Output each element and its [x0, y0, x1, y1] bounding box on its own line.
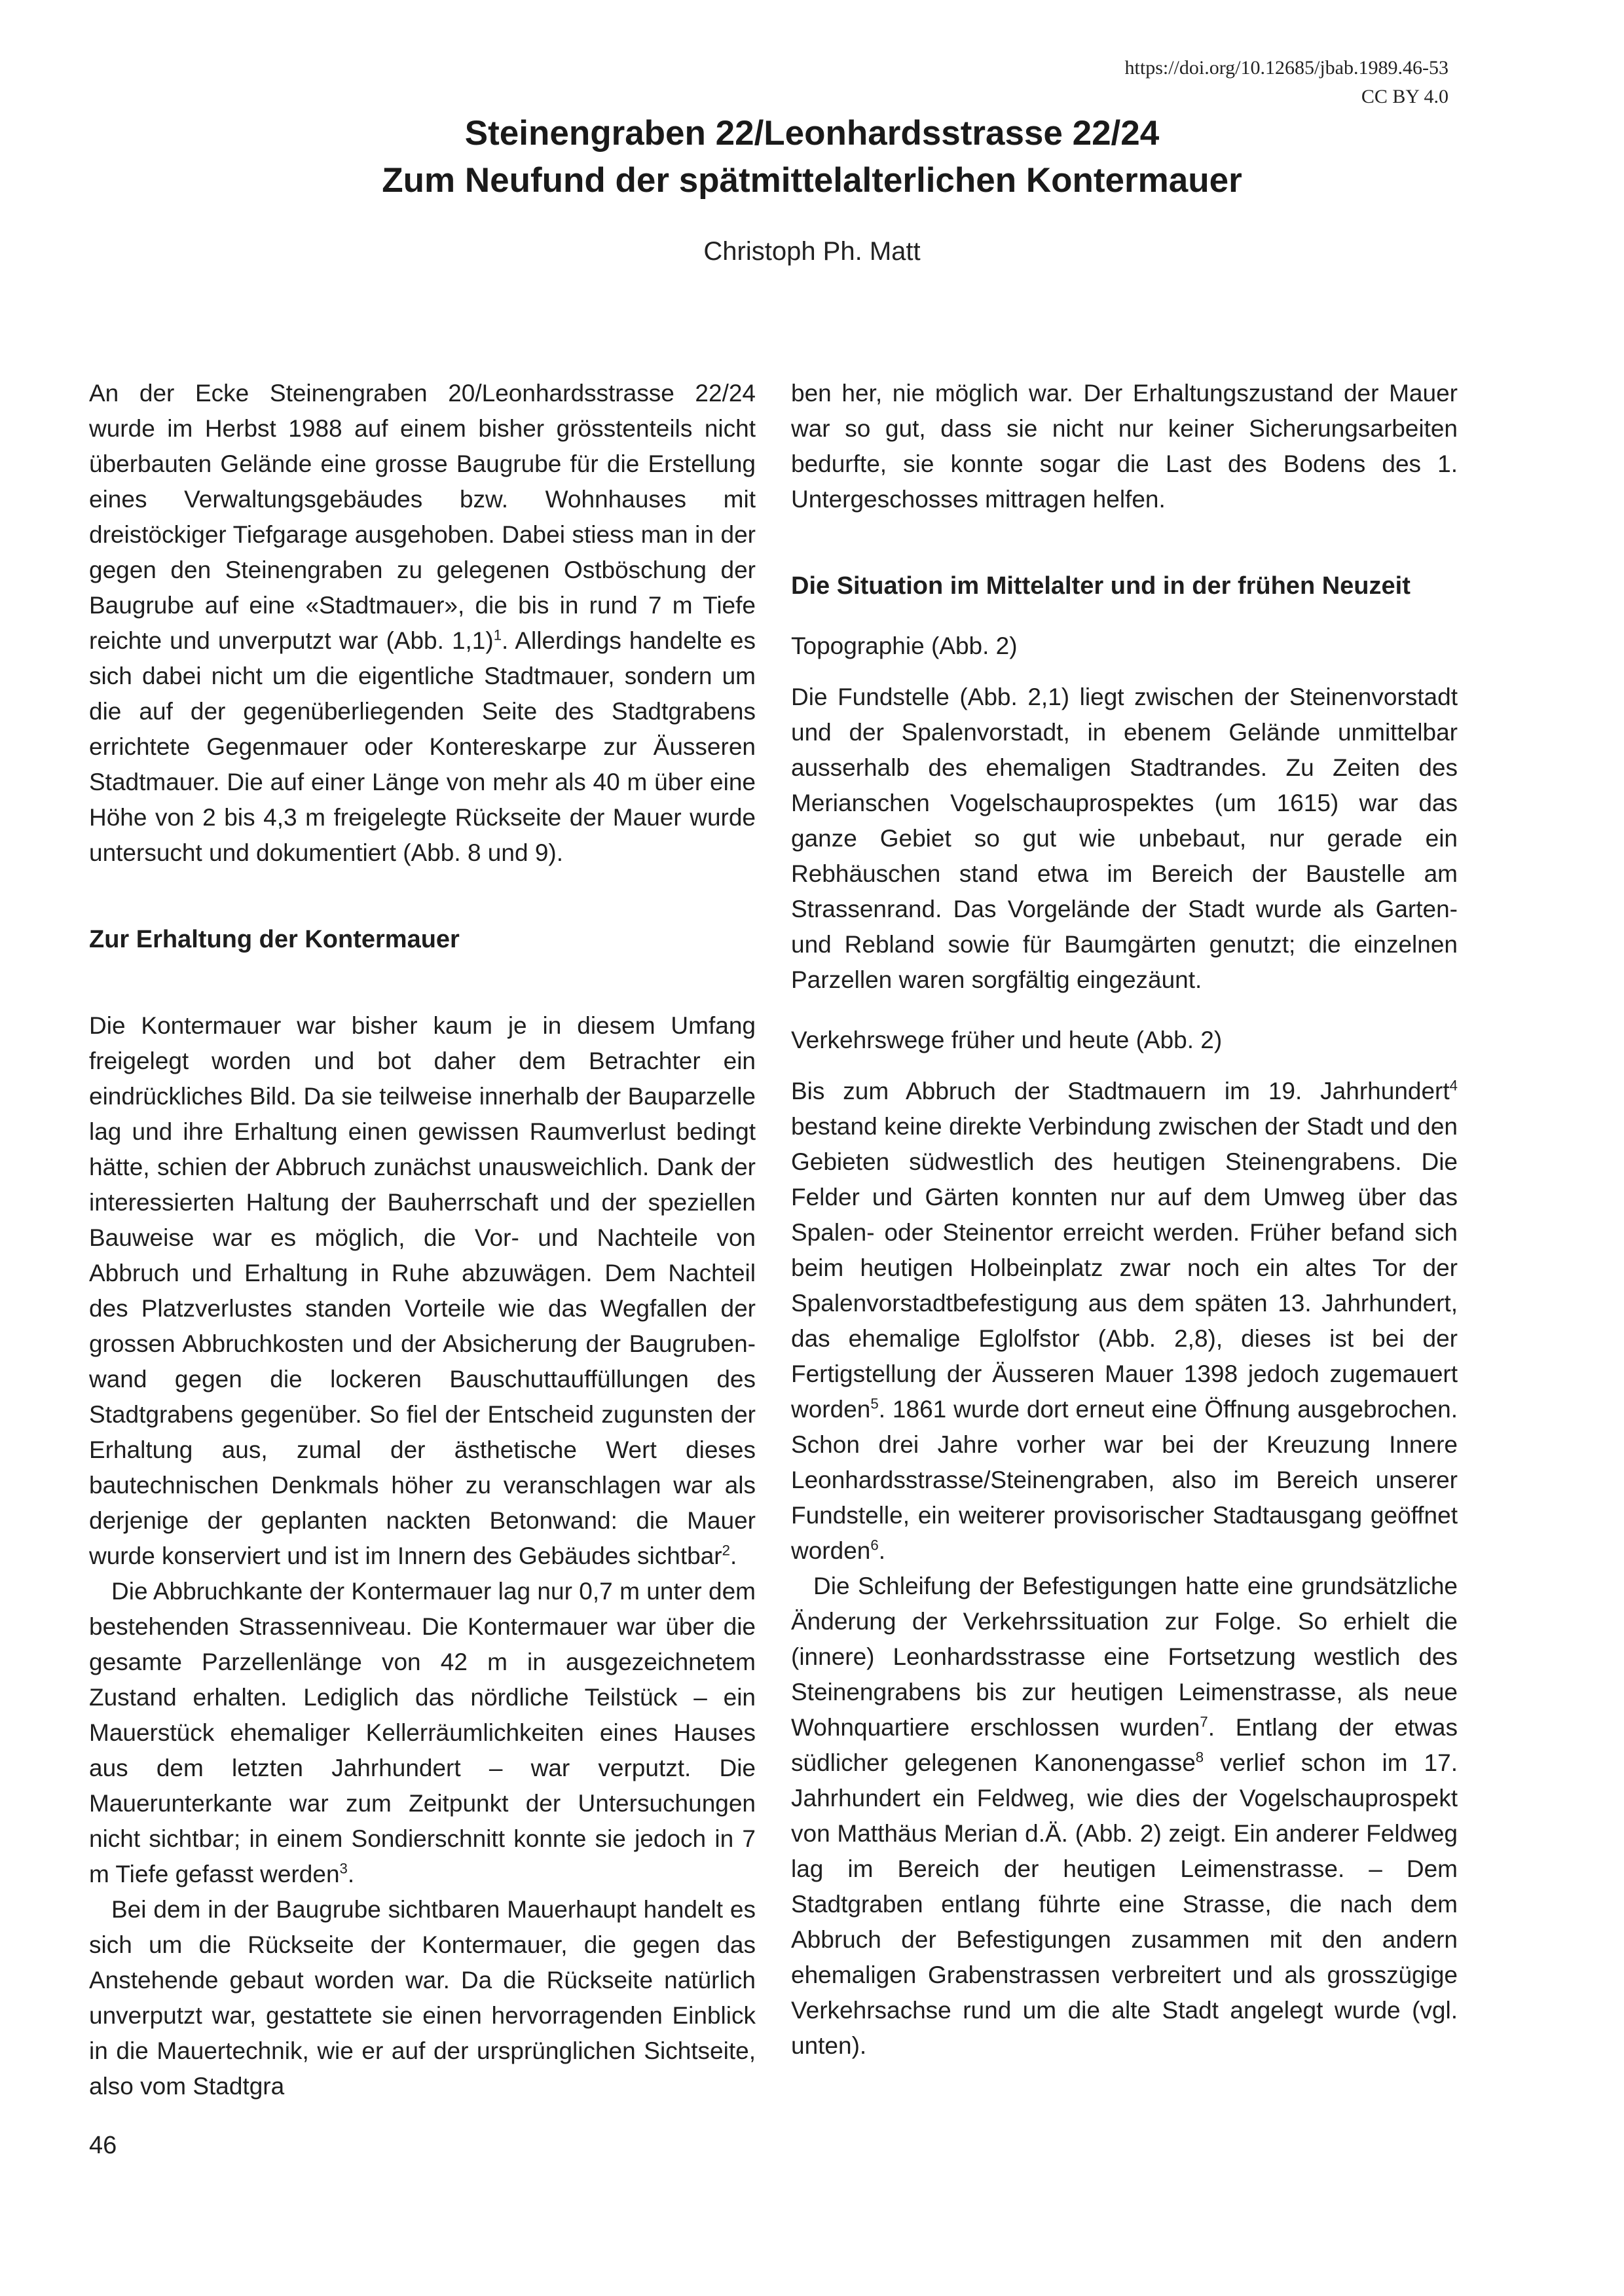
- page-number: 46: [89, 2132, 117, 2159]
- title-line-1: Steinengraben 22/Leonhardsstrasse 22/24: [464, 114, 1160, 153]
- subheading-topographie: Topographie (Abb. 2): [791, 632, 1018, 659]
- paragraph-verkehrswege-2: Die Schleifung der Befestigungen hatte eine grundsätzliche Änderung der Verkehrssituation zur Folge. So erhielt die (innere) Leonhardsstrasse eine Fortsetzung westlich des Steinengrabens bis zur heutigen Leimenstrasse, als neue Wohnquartiere erschlossen wurden$^7$. Entlang der etwas südlicher gelegenen Kanonengasse$^8$ verlief schon im 17. Jahrhundert ein Feldweg, wie dies der Vogelschauprospekt von Matthäus Merian d.Ä. (Abb. 2) zeigt. Ein anderer Feldweg lag im Bereich der heutigen Leimenstrasse. – Dem Stadtgraben entlang führte eine Strasse, die nach dem Abbruch der Befestigungen zusammen mit den andern ehemaligen Grabenstrassen verbreitert und als grosszügige Verkehrsachse rund um die alte Stadt angelegt wurde (vgl. unten).: [791, 1573, 1458, 2059]
- paragraph-erhaltung-2: Die Abbruchkante der Kontermauer lag nur 0,7 m unter dem bestehenden Strassenniveau. Die Kontermauer war über die gesamte Parzellenlänge von 42 m in ausgezeichnetem Zustand erhalten. Lediglich das nördliche Teilstück – ein Mauerstück ehemaliger Kellerräumlichkeiten eines Hauses aus dem letzten Jahrhundert – war verputzt. Die Mauerunterkante war zum Zeitpunkt der Untersuchungen nicht sichtbar; in einem Sondierschnitt konnte sie jedoch in 7 m Tiefe gefasst werden$^3$.: [89, 1578, 756, 1887]
- intro-paragraph: An der Ecke Steinengraben 20/Leonhardsstrasse 22/24 wurde im Herbst 1988 auf einem bisher grösstenteils nicht überbauten Gelände eine grosse Baugrube für die Erstellung eines Verwaltungsgebäudes bzw. Wohnhauses mit dreistöckiger Tiefgarage ausgehoben. Dabei stiess man in der gegen den Steinengraben zu gelegenen Ostböschung der Baugrube auf eine «Stadtmauer», die bis in rund 7 m Tiefe reichte und unverputzt war (Abb. 1,1)$^1$. Allerdings handelte es sich dabei nicht um die eigentliche Stadtmauer, sondern um die auf der gegenüberliegenden Seite des Stadtgrabens errichtete Gegenmauer oder Kontereskarpe zur Äusseren Stadtmauer. Die auf einer Länge von mehr als 40 m über eine Höhe von 2 bis 4,3 m freigelegte Rückseite der Mauer wurde untersucht und dokumentiert (Abb. 8 und 9).: [89, 380, 756, 866]
- left-column: [89, 376, 756, 2104]
- license-label: CC BY 4.0: [1361, 86, 1449, 107]
- footnote-ref-5[interactable]: 5: [870, 1395, 879, 1412]
- footnote-ref-8[interactable]: 8: [1195, 1749, 1204, 1766]
- subheading-verkehrswege: Verkehrswege früher und heute (Abb. 2): [791, 1027, 1223, 1053]
- footnote-ref-6[interactable]: 6: [870, 1537, 879, 1554]
- paragraph-erhaltung-1: Die Kontermauer war bisher kaum je in diesem Umfang freigelegt worden und bot daher dem Betrachter ein eindrückliches Bild. Da sie teilweise innerhalb der Bauparzelle lag und ihre Erhaltung einen gewissen Raumverlust bedingt hätte, schien der Abbruch zunächst unausweichlich. Dank der interessierten Haltung der Bauherrschaft und der speziellen Bauweise war es möglich, die Vor- und Nachteile von Abbruch und Erhaltung in Ruhe abzuwägen. Dem Nachteil des Platzverlustes standen Vorteile wie das Wegfallen der grossen Abbruchkosten und der Absicherung der Baugrubenwand gegen die lockeren Bauschuttauffüllungen des Stadtgrabens gegenüber. So fiel der Entscheid zugunsten der Erhaltung aus, zumal der ästhetische Wert dieses bautechnischen Denkmals höher zu veranschlagen war als derjenige der geplanten nackten Betonwand: die Mauer wurde konserviert und ist im Innern des Gebäudes sichtbar$^2$.: [89, 1012, 756, 1569]
- paragraph-topographie: Die Fundstelle (Abb. 2,1) liegt zwischen der Steinenvorstadt und der Spalenvorstadt, in ebenem Gelände unmittelbar ausserhalb des ehemaligen Stadtrandes. Zu Zeiten des Merianschen Vogelschauprospektes (um 1615) war das ganze Gebiet so gut wie unbebaut, nur gerade ein Rebhäuschen stand etwa im Bereich der Baustelle am Strassenrand. Das Vorgelände der Stadt wurde als Garten- und Rebland sowie für Baumgärten genutzt; die einzelnen Parzellen waren sorgfältig eingezäunt.: [791, 683, 1458, 993]
- doi-header: [1125, 54, 1449, 111]
- doi-link[interactable]: https://doi.org/10.12685/jbab.1989.46-53: [1124, 57, 1449, 79]
- author-name: Christoph Ph. Matt: [703, 237, 921, 266]
- title-line-2: Zum Neufund der spätmittelalterlichen Kontermauer: [382, 161, 1242, 200]
- footnote-ref-3[interactable]: 3: [339, 1860, 348, 1877]
- footnote-ref-4[interactable]: 4: [1449, 1077, 1458, 1094]
- footnote-ref-2[interactable]: 2: [722, 1542, 730, 1559]
- section-heading-situation: Die Situation im Mittelalter und in der frühen Neuzeit: [791, 572, 1411, 600]
- paragraph-verkehrswege-1: Bis zum Abbruch der Stadtmauern im 19. Jahrhundert$^4$ bestand keine direkte Verbindung zwischen der Stadt und den Gebieten südwestlich des heutigen Steinengrabens. Die Felder und Gärten konnten nur auf dem Umweg über das Spalen- oder Steinentor erreicht werden. Früher befand sich beim heutigen Holbeinplatz zwar noch ein altes Tor der Spalenvorstadtbefestigung aus dem späten 13. Jahrhundert, das ehemalige Eglolfstor (Abb. 2,8), dieses ist bei der Fertigstellung der Äusseren Mauer 1398 jedoch zugemauert worden$^5$. 1861 wurde dort erneut eine Öffnung ausgebrochen. Schon drei Jahre vorher war bei der Kreuzung Innere Leonhardsstrasse/Steinengraben, also im Bereich unserer Fundstelle, ein weiterer provisorischer Stadtausgang geöffnet worden$^6$.: [791, 1077, 1458, 1564]
- paragraph-continuation: ben her, nie möglich war. Der Erhaltungszustand der Mauer war so gut, dass sie nicht nur keiner Sicherungsarbeiten bedurfte, sie konnte sogar die Last des Bodens des 1. Untergeschosses mittragen helfen.: [791, 380, 1458, 513]
- footnote-ref-1[interactable]: 1: [493, 627, 502, 644]
- paragraph-erhaltung-3: Bei dem in der Baugrube sichtbaren Mauerhaupt handelt es sich um die Rückseite der Kontermauer, die gegen das Anstehende gebaut worden war. Da die Rückseite natürlich unverputzt war, gestattete sie einen hervorragenden Einblick in die Mauertechnik, wie er auf der ursprünglichen Sichtseite, also vom Stadtgra: [89, 1896, 756, 2100]
- right-column: [791, 376, 1458, 2064]
- article-title: [0, 110, 1624, 204]
- section-heading-erhaltung: Zur Erhaltung der Kontermauer: [89, 926, 460, 953]
- footnote-ref-7[interactable]: 7: [1200, 1713, 1208, 1730]
